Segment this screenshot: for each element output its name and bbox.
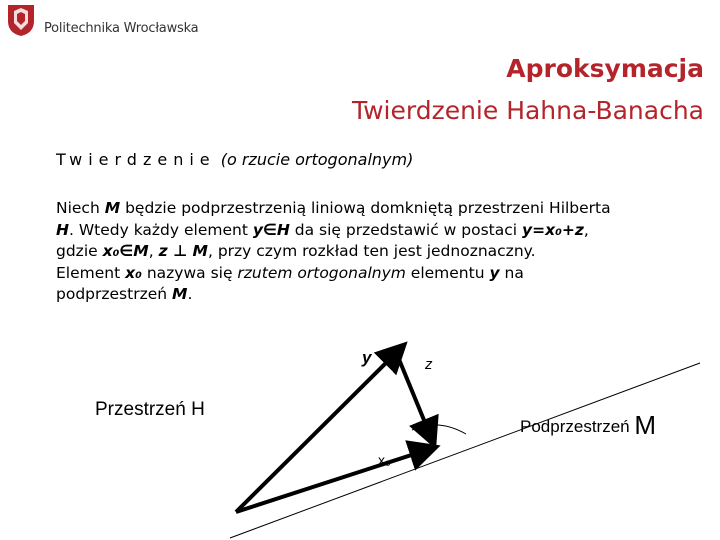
page-subtitle: Twierdzenie Hahna-Banacha <box>351 96 704 125</box>
theorem-heading <box>56 150 413 169</box>
label-x0: x₀ <box>378 452 391 468</box>
label-z: z <box>425 356 433 373</box>
term-orthogonal-projection: rzutem ortogonalnym <box>237 263 406 282</box>
theorem-label: Twierdzenie <box>56 150 216 169</box>
symbol-x0: x₀ <box>125 263 142 282</box>
symbol-z-perp-M: z ⊥ M <box>158 242 208 260</box>
statement-line: Element x₀ nazywa się rzutem ortogonalnym elementu y na <box>56 263 524 282</box>
university-name: Politechnika Wrocławska <box>44 21 199 36</box>
symbol-y-in-H: y∈H <box>252 220 290 239</box>
page-title: Aproksymacja <box>506 54 704 83</box>
theorem-parenthetical: (o rzucie ortogonalnym) <box>220 150 414 169</box>
space-H-label: Przestrzeń H <box>95 399 205 420</box>
symbol-x0-in-M: x₀∈M <box>102 242 149 260</box>
label-y: y <box>362 348 372 367</box>
symbol-M: M <box>172 285 188 303</box>
symbol-H: H <box>56 220 69 239</box>
statement-line: podprzestrzeń M. <box>56 285 193 303</box>
formula-decomposition: y=x₀+z <box>522 220 584 239</box>
university-logo-icon <box>6 3 36 37</box>
symbol-y: y <box>489 263 500 282</box>
statement-line: gdzie x₀∈M, z ⊥ M, przy czym rozkład ten jest jednoznaczny. <box>56 242 536 260</box>
statement-line: H. Wtedy każdy element y∈H da się przedstawić w postaci y=x₀+z, <box>56 220 589 239</box>
theorem-statement <box>56 198 696 306</box>
symbol-M: M <box>104 199 121 217</box>
subspace-M-label: Podprzestrzeń M <box>520 410 657 440</box>
statement-line: Niech M będzie podprzestrzenią liniową domkniętą przestrzeni Hilberta <box>56 199 611 217</box>
vector-y <box>236 347 402 512</box>
right-angle-arc <box>412 425 466 434</box>
top-bar <box>0 0 720 38</box>
